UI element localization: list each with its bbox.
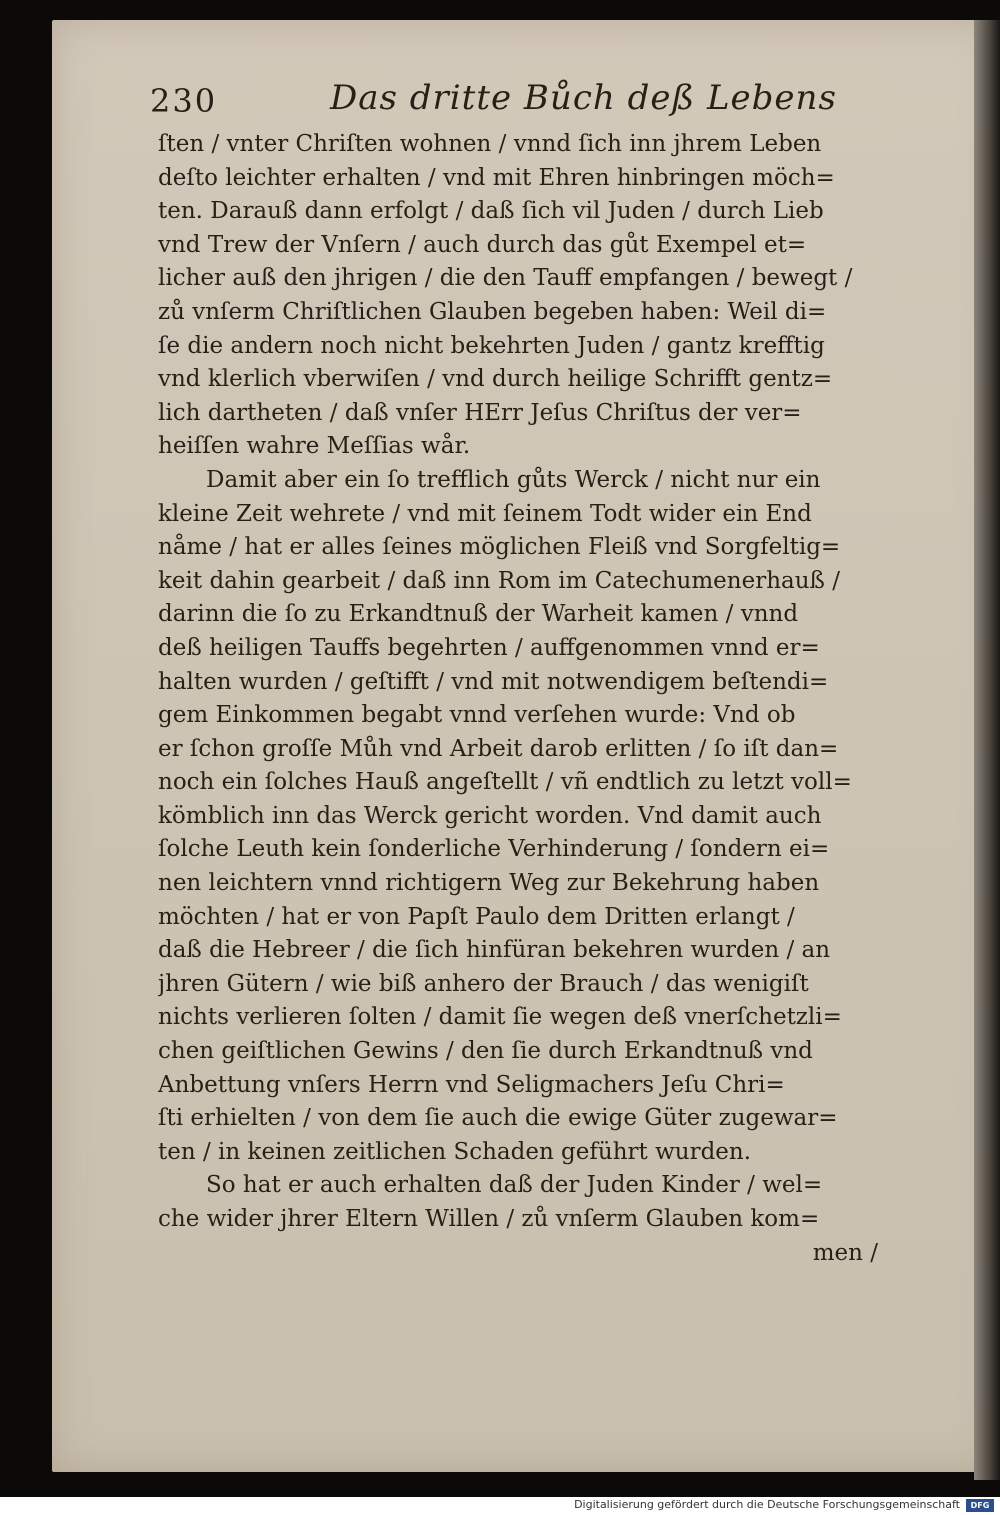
book-spine-shadow (974, 20, 1000, 1480)
text-line: ſe die andern noch nicht bekehrten Juden / gantz krefftig (158, 332, 825, 359)
text-line: darinn die ſo zu Erkandtnuß der Warheit kamen / vnnd (158, 601, 799, 628)
text-line: Damit aber ein ſo trefflich gůts Werck / nicht nur ein (206, 466, 821, 493)
text-line: ten / in keinen zeitlichen Schaden geführt wurden. (158, 1138, 752, 1165)
text-line: nen leichtern vnnd richtigern Weg zur Bekehrung haben (158, 870, 820, 897)
text-line: möchten / hat er von Papſt Paulo dem Dritten erlangt / (158, 903, 795, 930)
text-line: nichts verlieren ſolten / damit ſie wegen deß vnerſchetzli= (158, 1004, 842, 1031)
footer-bar (0, 1497, 1000, 1515)
text-line: kömblich inn das Werck gericht worden. Vnd damit auch (158, 802, 822, 829)
text-line: licher auß den jhrigen / die den Tauff empfangen / bewegt / (158, 265, 853, 292)
running-title: Das dritte Bůch deß Lebens (330, 78, 837, 118)
text-line: nåme / hat er alles ſeines möglichen Fleiß vnd Sorgfeltig= (158, 534, 841, 561)
text-line: vnd klerlich vberwiſen / vnd durch heilige Schrifft gentz= (158, 366, 833, 393)
text-line: er ſchon groſſe Můh vnd Arbeit darob erlitten / ſo iſt dan= (158, 735, 839, 762)
dfg-logo: DFG (966, 1499, 994, 1512)
text-line: daß die Hebreer / die ſich hinfüran bekehren wurden / an (158, 937, 831, 964)
text-line: ten. Darauß dann erfolgt / daß ſich vil Juden / durch Lieb (158, 198, 824, 225)
page-header (150, 78, 950, 128)
text-line: deß heiligen Tauffs begehrten / auffgenommen vnnd er= (158, 634, 820, 661)
text-line: Anbettung vnſers Herrn vnd Seligmachers Jeſu Chri= (158, 1071, 785, 1098)
text-line: ſten / vnter Chriſten wohnen / vnnd ſich inn jhrem Leben (158, 131, 822, 157)
body-text (158, 128, 898, 1270)
text-line: halten wurden / geſtifft / vnd mit notwendigem beſtendi= (158, 668, 829, 695)
text-line: gem Einkommen begabt vnnd verſehen wurde: Vnd ob (158, 702, 796, 729)
text-line: jhren Gütern / wie biß anhero der Brauch / das wenigiſt (158, 970, 809, 997)
text-line: So hat er auch erhalten daß der Juden Kinder / wel= (206, 1172, 823, 1199)
page-number: 230 (150, 82, 218, 120)
text-line: ſti erhielten / von dem ſie auch die ewige Güter zugewar= (158, 1105, 838, 1132)
text-line: zů vnſerm Chriſtlichen Glauben begeben haben: Weil di= (158, 298, 827, 325)
text-line: noch ein ſolches Hauß angeſtellt / vñ endtlich zu letzt voll= (158, 769, 852, 796)
text-line: ſolche Leuth kein ſonderliche Verhinderung / ſondern ei= (158, 836, 830, 863)
text-line: chen geiſtlichen Gewins / den ſie durch Erkandtnuß vnd (158, 1038, 813, 1065)
funding-credit: Digitalisierung gefördert durch die Deutsche Forschungsgemeinschaft (574, 1498, 960, 1511)
text-line: keit dahin gearbeit / daß inn Rom im Catechumenerhauß / (158, 567, 840, 594)
text-line: deſto leichter erhalten / vnd mit Ehren hinbringen möch= (158, 164, 835, 191)
text-line: che wider jhrer Eltern Willen / zů vnſerm Glauben kom= (158, 1206, 820, 1232)
text-line: heiſſen wahre Meſſias wår. (158, 433, 471, 460)
text-line: lich dartheten / daß vnſer HErr Jeſus Chriſtus der ver= (158, 399, 802, 426)
text-line: vnd Trew der Vnſern / auch durch das gůt Exempel et= (158, 231, 807, 258)
text-line: kleine Zeit wehrete / vnd mit ſeinem Todt wider ein End (158, 500, 812, 527)
catchword: men / (812, 1239, 878, 1266)
